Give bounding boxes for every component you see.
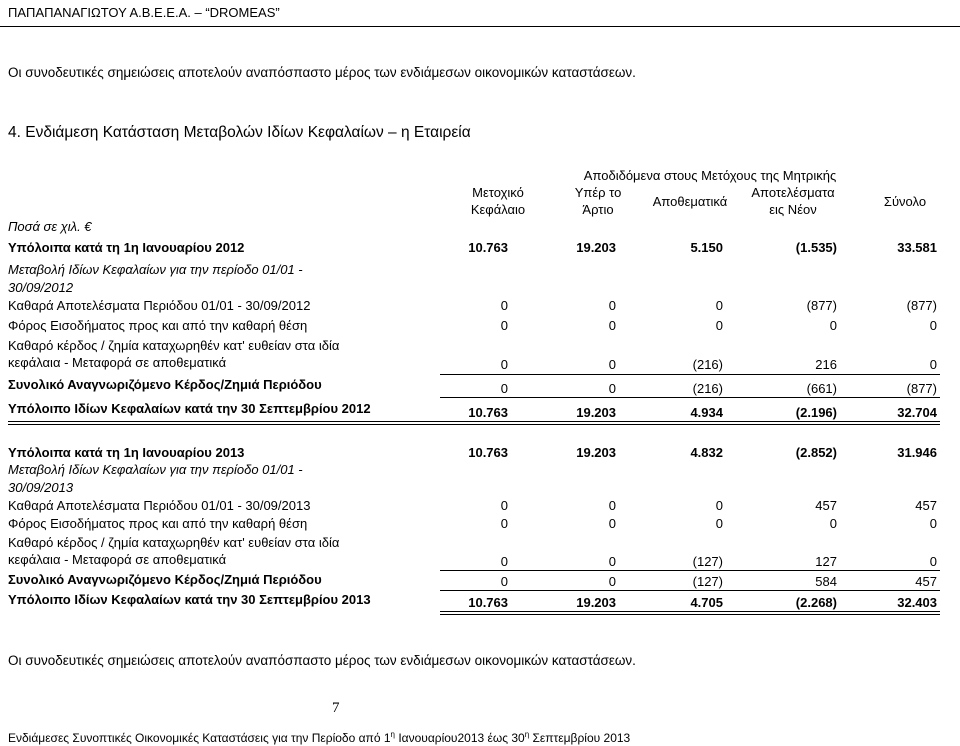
profit-2013-value: 457 xyxy=(915,498,937,513)
company-name: ΠΑΠΑΠΑΝΑΓΙΩΤΟΥ Α.Β.Ε.Ε.Α. – “DROMEAS” xyxy=(8,5,280,20)
page-footer: Ενδιάμεσες Συνοπτικές Οικονομικές Καταστάσεις για την Περίοδο από $1^\eta$ Ιανουαρίου2013 έως $30^\eta$ Σεπτεμβρίου 2013 xyxy=(8,730,631,745)
subtotal-rule xyxy=(440,570,940,571)
gain-2012-value: (216) xyxy=(692,357,723,372)
total-2013-value: 457 xyxy=(915,574,937,589)
opening-2012-value: 5.150 xyxy=(690,240,723,255)
tax-2013-value: 0 xyxy=(929,516,937,531)
profit-2013-value: 457 xyxy=(815,498,837,513)
col-header-reserves: Αποθεματικά xyxy=(652,194,728,209)
notes-disclaimer-bottom: Οι συνοδευτικές σημειώσεις αποτελούν αναπόσπαστο μέρος των ενδιάμεσων οικονομικών καταστάσεων. xyxy=(8,653,636,668)
col-header-total: Σύνολο xyxy=(883,194,927,209)
total-2012-value: 0 xyxy=(608,381,616,396)
tax-2013-value: 0 xyxy=(715,516,723,531)
total-2013-value: 0 xyxy=(608,574,616,589)
profit-2013-value: 0 xyxy=(500,498,508,513)
total-2013-value: 0 xyxy=(500,574,508,589)
total-2012-value: 0 xyxy=(500,381,508,396)
gain-2012-value: 0 xyxy=(929,357,937,372)
opening-2013-value: 19.203 xyxy=(576,445,616,460)
profit-2012-label: Καθαρά Αποτελέσματα Περιόδου 01/01 - 30/09/2012 xyxy=(8,298,311,313)
total-2013-label: Συνολικό Αναγνωριζόμενο Κέρδος/Ζημιά Περιόδου xyxy=(8,572,322,587)
total-rule xyxy=(440,590,940,591)
profit-2012-value: (877) xyxy=(906,298,937,313)
profit-2013-value: 0 xyxy=(608,498,616,513)
change-2013-label-cont: 30/09/2013 xyxy=(8,480,74,495)
gain-2013-value: 127 xyxy=(815,554,837,569)
total-2012-value: (216) xyxy=(692,381,723,396)
total-2012-label: Συνολικό Αναγνωριζόμενο Κέρδος/Ζημιά Περιόδου xyxy=(8,377,322,392)
closing-2013-value: (2.268) xyxy=(795,595,837,610)
gain-2013-value: 0 xyxy=(608,554,616,569)
change-2012-label-cont: 30/09/2012 xyxy=(8,280,74,295)
gain-2012-value: 0 xyxy=(500,357,508,372)
closing-2012-value: 4.934 xyxy=(690,405,723,420)
opening-2012-value: 33.581 xyxy=(897,240,937,255)
gain-2012-value: 0 xyxy=(608,357,616,372)
tax-2012-value: 0 xyxy=(929,318,937,333)
tax-2012-value: 0 xyxy=(715,318,723,333)
closing-2013-value: 4.705 xyxy=(690,595,723,610)
notes-disclaimer-top: Οι συνοδευτικές σημειώσεις αποτελούν αναπόσπαστο μέρος των ενδιάμεσων οικονομικών καταστάσεων. xyxy=(8,65,636,80)
closing-double-rule xyxy=(8,421,940,425)
opening-2013-value: 31.946 xyxy=(897,445,937,460)
gain-2013-value: 0 xyxy=(929,554,937,569)
profit-2012-value: 0 xyxy=(608,298,616,313)
total-2012-value: (877) xyxy=(906,381,937,396)
closing-2012-value: 19.203 xyxy=(576,405,616,420)
closing-2013-label: Υπόλοιπο Ιδίων Κεφαλαίων κατά την 30 Σεπτεμβρίου 2013 xyxy=(8,592,371,607)
page-number: 7 xyxy=(332,700,340,716)
tax-2013-label: Φόρος Εισοδήματος προς και από την καθαρή θέση xyxy=(8,516,308,531)
tax-2012-value: 0 xyxy=(608,318,616,333)
gain-2013-value: (127) xyxy=(692,554,723,569)
tax-2012-value: 0 xyxy=(829,318,837,333)
opening-2013-value: (2.852) xyxy=(795,445,837,460)
subtotal-rule xyxy=(440,374,940,375)
header-rule xyxy=(0,26,960,27)
profit-2012-value: 0 xyxy=(715,298,723,313)
opening-2013-label: Υπόλοιπα κατά τη 1η Ιανουαρίου 2013 xyxy=(8,445,245,460)
units-label: Ποσά σε χιλ. € xyxy=(8,219,92,234)
change-2012-label: Μεταβολή Ιδίων Κεφαλαίων για την περίοδο 01/01 - xyxy=(8,262,303,277)
opening-2012-value: 19.203 xyxy=(576,240,616,255)
closing-2012-value: 32.704 xyxy=(897,405,937,420)
closing-2013-value: 32.403 xyxy=(897,595,937,610)
group-header: Αποδιδόμενα στους Μετόχους της Μητρικής xyxy=(583,168,837,183)
opening-2013-value: 4.832 xyxy=(690,445,723,460)
tax-2013-value: 0 xyxy=(500,516,508,531)
tax-2013-value: 0 xyxy=(829,516,837,531)
profit-2013-value: 0 xyxy=(715,498,723,513)
tax-2013-value: 0 xyxy=(608,516,616,531)
tax-2012-label: Φόρος Εισοδήματος προς και από την καθαρή θέση xyxy=(8,318,308,333)
change-2013-label: Μεταβολή Ιδίων Κεφαλαίων για την περίοδο 01/01 - xyxy=(8,462,303,477)
profit-2012-value: (877) xyxy=(806,298,837,313)
profit-2013-label: Καθαρά Αποτελέσματα Περιόδου 01/01 - 30/09/2013 xyxy=(8,498,311,513)
gain-2013-value: 0 xyxy=(500,554,508,569)
closing-2012-value: 10.763 xyxy=(468,405,508,420)
total-2013-value: 584 xyxy=(815,574,837,589)
gain-2012-value: 216 xyxy=(815,357,837,372)
gain-2013-label: Καθαρό κέρδος / ζημία καταχωρηθέν κατ' ευθείαν στα ιδία xyxy=(8,535,340,550)
total-2013-value: (127) xyxy=(692,574,723,589)
opening-2012-value: (1.535) xyxy=(795,240,837,255)
opening-2013-value: 10.763 xyxy=(468,445,508,460)
opening-2012-label: Υπόλοιπα κατά τη 1η Ιανουαρίου 2012 xyxy=(8,240,245,255)
col-header-share-premium: Υπέρ το Άρτιο xyxy=(574,185,622,217)
section-title: 4. Ενδιάμεση Κατάσταση Μεταβολών Ιδίων Κεφαλαίων – η Εταιρεία xyxy=(8,124,471,141)
tax-2012-value: 0 xyxy=(500,318,508,333)
gain-2012-label: Καθαρό κέρδος / ζημία καταχωρηθέν κατ' ευθείαν στα ιδία xyxy=(8,338,340,353)
col-header-share-capital: Μετοχικό Κεφάλαιο xyxy=(470,185,526,217)
gain-2012-label-cont: κεφάλαια - Μεταφορά σε αποθεματικά xyxy=(8,355,227,370)
opening-2012-value: 10.763 xyxy=(468,240,508,255)
profit-2012-value: 0 xyxy=(500,298,508,313)
col-header-retained-earnings: Αποτελέσματα εις Νέον xyxy=(751,185,835,217)
total-rule xyxy=(440,397,940,398)
closing-2012-value: (2.196) xyxy=(795,405,837,420)
closing-double-rule xyxy=(440,611,940,615)
total-2012-value: (661) xyxy=(806,381,837,396)
closing-2013-value: 10.763 xyxy=(468,595,508,610)
gain-2013-label-cont: κεφάλαια - Μεταφορά σε αποθεματικά xyxy=(8,552,227,567)
closing-2013-value: 19.203 xyxy=(576,595,616,610)
closing-2012-label: Υπόλοιπο Ιδίων Κεφαλαίων κατά την 30 Σεπτεμβρίου 2012 xyxy=(8,401,371,416)
